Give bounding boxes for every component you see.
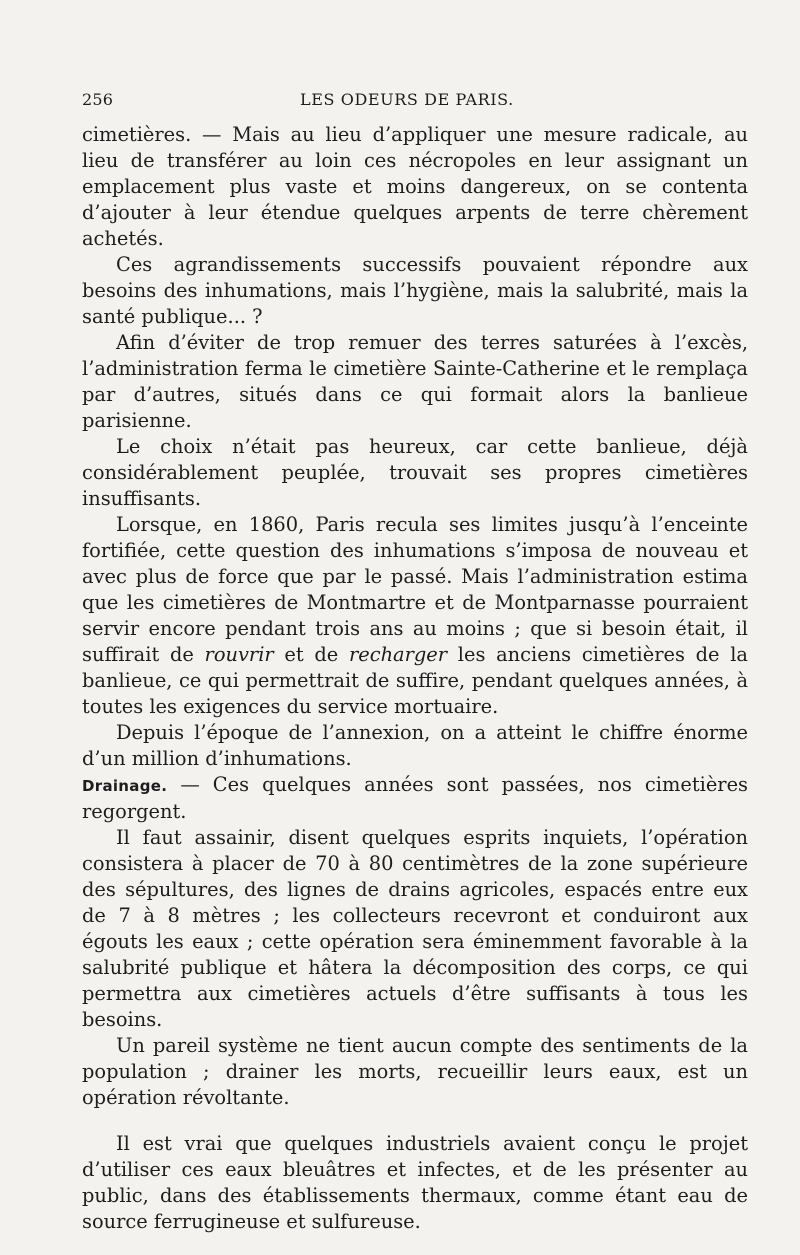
page-header — [82, 90, 740, 116]
paragraph-3 — [82, 330, 748, 434]
section-heading-drainage: Drainage. — [82, 777, 168, 795]
paragraph-10 — [82, 1131, 748, 1235]
paragraph-1-text: cimetières. — Mais au lieu d’appliquer une mesure radicale, au lieu de transférer au loin ces nécropoles en leur assignant un emplacement plus vaste et moins dangereux, on se contenta d’ajouter à leur étendue quelques arpents de terre chèrement achetés. — [82, 123, 748, 250]
paragraph-4 — [82, 434, 748, 512]
paragraph-6-text: Depuis l’époque de l’annexion, on a atteint le chiffre énorme d’un million d’inhumations. — [82, 721, 748, 770]
paragraph-9 — [82, 1033, 748, 1111]
paragraph-10-text: Il est vrai que quelques industriels avaient conçu le projet d’utiliser ces eaux bleuâtres et infectes, et de les présenter au public, dans des établissements thermaux, comme étant eau de source ferrugineuse et sulfureuse. — [82, 1132, 748, 1233]
paragraph-7-text: — Ces quelques années sont passées, nos cimetières regorgent. — [82, 773, 748, 823]
paragraph-7 — [82, 772, 748, 825]
paragraph-5-text-end: les anciens cimetières de la banlieue, ce qui permettrait de suffire, pendant quelques années, à toutes les exigences du service mortuaire. — [82, 643, 748, 718]
paragraph-9-text: Un pareil système ne tient aucun compte des sentiments de la population ; drainer les morts, recueillir leurs eaux, est un opération révoltante. — [82, 1034, 748, 1109]
paragraph-8 — [82, 825, 748, 1033]
paragraph-8-text: Il faut assainir, disent quelques esprits inquiets, l’opération consistera à placer de 70 à 80 centimètres de la zone supérieure des sépultures, des lignes de drains agricoles, espacés entre eux de 7 à 8 mètres ; les collecteurs recevront et conduiront aux égouts les eaux ; cette opération sera éminemment favorable à la salubrité publique et hâtera la décomposition des corps, ce qui permettra aux cimetières actuels d’être suffisants à tous les besoins. — [82, 826, 748, 1031]
paragraph-5-text-start: Lorsque, en 1860, Paris recula ses limites jusqu’à l’enceinte fortifiée, cette question des inhumations s’imposa de nouveau et avec plus de force que par le passé. Mais l’administration estima que les cimetières de Montmartre et de Montparnasse pourraient servir encore pendant trois ans au moins ; que si besoin était, il suffirait de — [82, 513, 748, 666]
paragraph-3-text: Afin d’éviter de trop remuer des terres saturées à l’excès, l’administration ferma le cimetière Sainte-Catherine et le remplaça par d’autres, situés dans ce qui formait alors la banlieue parisienne. — [82, 331, 748, 432]
italic-word-recharger: recharger — [348, 643, 448, 666]
paragraph-2-text: Ces agrandissements successifs pouvaient répondre aux besoins des inhumations, mais l’hygiène, mais la salubrité, mais la santé publique... ? — [82, 253, 748, 328]
body-text — [82, 122, 748, 1235]
paragraph-5-text-middle: et de — [273, 643, 349, 666]
paragraph-4-text: Le choix n’était pas heureux, car cette banlieue, déjà considérablement peuplée, trouvait ses propres cimetières insuffisants. — [82, 435, 748, 510]
page-number: 256 — [82, 90, 114, 109]
running-title: LES ODEURS DE PARIS. — [300, 90, 514, 109]
paragraph-1 — [82, 122, 748, 252]
paragraph-6 — [82, 720, 748, 772]
paragraph-5 — [82, 512, 748, 720]
paragraph-2 — [82, 252, 748, 330]
italic-word-rouvrir: rouvrir — [204, 643, 274, 666]
